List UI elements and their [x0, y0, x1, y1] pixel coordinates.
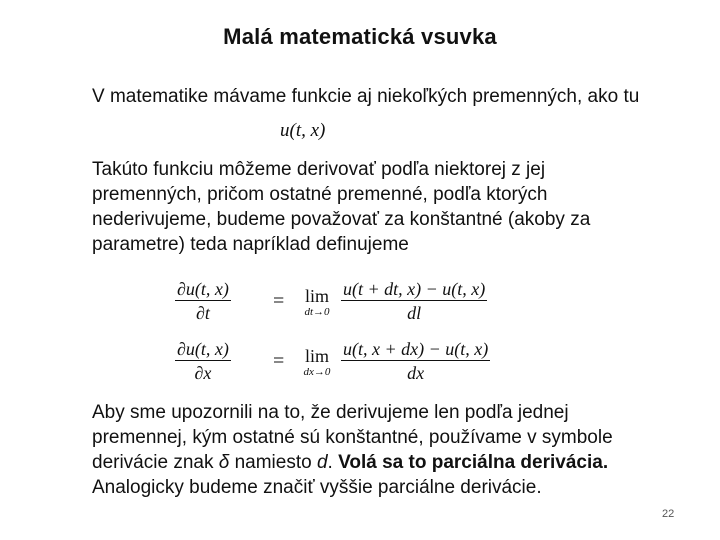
- lhs-fraction: [175, 278, 231, 325]
- rhs-fraction: [341, 338, 490, 385]
- slide-title: Malá matematická vsuvka: [223, 24, 497, 49]
- lim-label: lim: [304, 346, 329, 366]
- delta-symbol: δ: [218, 452, 230, 473]
- rhs-denominator: dx: [407, 363, 425, 383]
- partial-derivative-t-equation: [165, 278, 545, 336]
- partial-derivative-definition: Volá sa to parciálna derivácia.: [338, 452, 609, 473]
- text-segment: .: [327, 452, 339, 473]
- limit-operator: [295, 346, 339, 378]
- equals-sign: =: [273, 290, 285, 312]
- lhs-denominator: ∂t: [195, 303, 210, 323]
- inline-formula: u(t, x): [280, 120, 326, 141]
- intro-paragraph: V matematike mávame funkcie aj niekoľkých premenných, ako tu: [92, 86, 640, 107]
- rhs-fraction: [341, 278, 487, 325]
- lhs-fraction: [175, 338, 231, 385]
- lim-subscript: dx→0: [303, 366, 331, 378]
- text-segment: Analogicky budeme značiť vyššie parciálne derivácie.: [92, 477, 542, 498]
- text-segment: namiesto: [229, 452, 317, 473]
- limit-operator: [295, 286, 339, 318]
- derivative-paragraph: Takúto funkciu môžeme derivovať podľa niektorej z jej premenných, pričom ostatné premenné, podľa ktorých nederivujeme, budeme považovať za konštantné (akoby za parametre) teda napríklad definujeme: [92, 159, 591, 255]
- partial-derivative-x-equation: [165, 338, 545, 396]
- rhs-numerator: u(t + dt, x) − u(t, x): [343, 279, 486, 299]
- lim-subscript: dt→0: [304, 306, 330, 318]
- rhs-numerator: u(t, x + dx) − u(t, x): [343, 339, 489, 359]
- text-segment: Aby sme upozornili na to, že derivujeme len podľa jednej premennej, kým ostatné sú konštantné, používame v symbole derivácie znak: [92, 402, 613, 473]
- rhs-denominator: dl: [407, 303, 422, 323]
- lhs-numerator: ∂u(t, x): [177, 279, 229, 299]
- d-symbol: d: [316, 452, 328, 473]
- partial-derivative-paragraph: [92, 400, 652, 500]
- lim-label: lim: [304, 286, 329, 306]
- lhs-denominator: ∂x: [194, 363, 212, 383]
- equals-sign: =: [273, 350, 285, 372]
- page-number: 22: [662, 508, 675, 520]
- lhs-numerator: ∂u(t, x): [177, 339, 229, 359]
